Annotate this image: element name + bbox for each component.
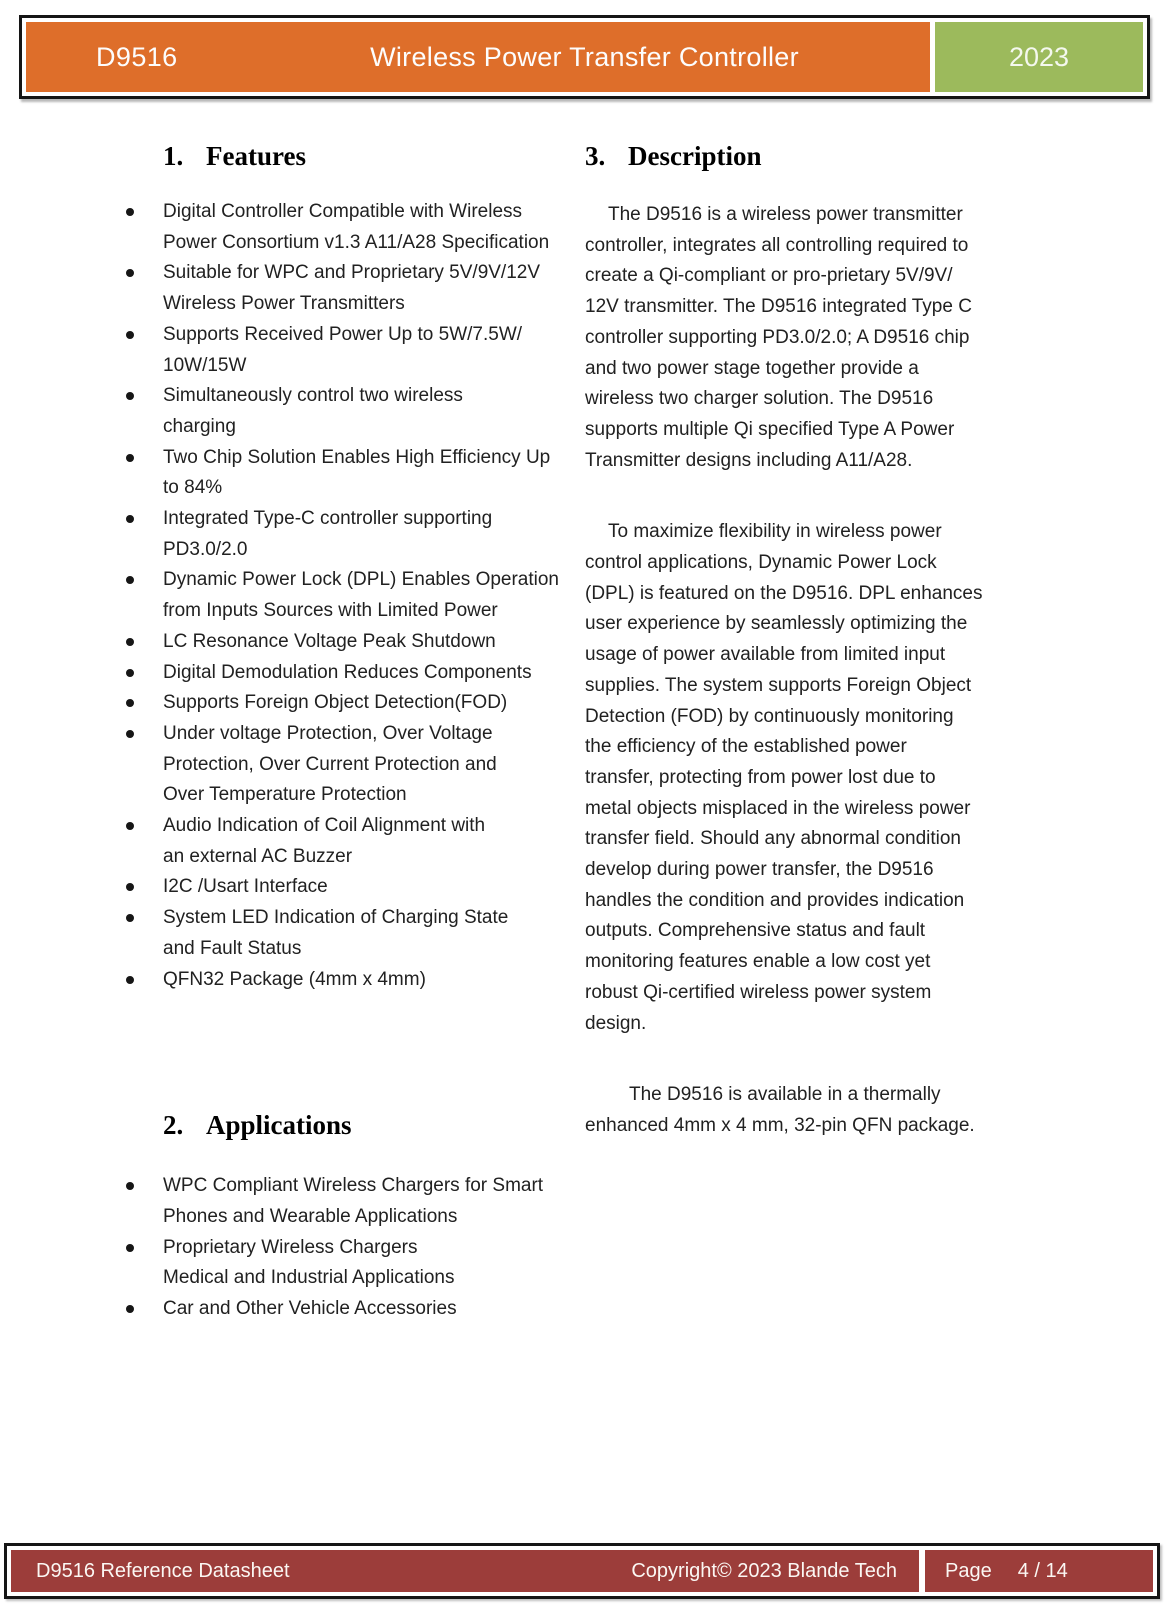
text-line: an external AC Buzzer bbox=[163, 845, 353, 867]
list-item bbox=[125, 197, 580, 258]
text-line: supplies. The system supports Foreign Object bbox=[585, 674, 972, 696]
bullet-icon bbox=[125, 565, 163, 626]
text-line: Transmitter designs including A11/A28. bbox=[585, 449, 913, 471]
bullet-icon bbox=[125, 811, 163, 872]
text-line: Wireless Power Transmitters bbox=[163, 293, 405, 315]
text-line: from Inputs Sources with Limited Power bbox=[163, 600, 498, 622]
features-heading-number: 1. bbox=[163, 141, 184, 171]
applications-list bbox=[125, 1171, 580, 1325]
paragraph bbox=[585, 1080, 1015, 1141]
text-line: outputs. Comprehensive status and fault bbox=[585, 920, 926, 942]
text-line: Protection, Over Current Protection and bbox=[163, 753, 497, 775]
footer-banner bbox=[4, 1543, 1160, 1599]
text-line: Medical and Industrial Applications bbox=[163, 1267, 455, 1289]
text-line: develop during power transfer, the D9516 bbox=[585, 859, 934, 881]
text-line: WPC Compliant Wireless Chargers for Smart bbox=[163, 1175, 544, 1197]
text-line: and two power stage together provide a bbox=[585, 357, 919, 379]
list-item bbox=[125, 504, 580, 565]
list-item bbox=[125, 258, 580, 319]
footer-page-label: Page bbox=[945, 1559, 992, 1582]
text-line: System LED Indication of Charging State bbox=[163, 907, 509, 929]
bullet-icon bbox=[125, 381, 163, 442]
bullet-icon bbox=[125, 504, 163, 565]
list-item bbox=[125, 811, 580, 872]
text-line: The D9516 is a wireless power transmitter bbox=[608, 204, 963, 225]
text-line: Proprietary Wireless Chargers bbox=[163, 1236, 418, 1258]
footer-page-value: 4 / 14 bbox=[1017, 1559, 1068, 1582]
list-item bbox=[125, 872, 580, 903]
bullet-icon bbox=[125, 1233, 163, 1294]
text-line: to 84% bbox=[163, 477, 223, 499]
paragraph bbox=[585, 200, 1015, 476]
description-heading-number: 3. bbox=[585, 141, 606, 171]
text-line: usage of power available from limited input bbox=[585, 644, 946, 666]
text-line: To maximize flexibility in wireless power bbox=[608, 521, 942, 543]
description-heading bbox=[585, 138, 1015, 174]
header-year-box bbox=[935, 22, 1143, 92]
header-banner bbox=[19, 15, 1150, 99]
bullet-icon bbox=[125, 872, 163, 903]
bullet-icon bbox=[125, 965, 163, 996]
header-orange-bar bbox=[26, 22, 930, 92]
text-line: Suitable for WPC and Proprietary 5V/9V/12V bbox=[163, 262, 541, 284]
text-line: robust Qi-certified wireless power system bbox=[585, 981, 932, 1003]
footer-copyright: Copyright© 2023 Blande Tech bbox=[631, 1559, 897, 1582]
list-item bbox=[125, 381, 580, 442]
bullet-icon bbox=[125, 658, 163, 689]
list-item bbox=[125, 565, 580, 626]
text-line: handles the condition and provides indication bbox=[585, 889, 965, 911]
text-line: controller, integrates all controlling required to bbox=[585, 234, 969, 256]
text-line: QFN32 Package (4mm x 4mm) bbox=[163, 968, 426, 990]
list-item bbox=[125, 1294, 580, 1325]
text-line: 10W/15W bbox=[163, 354, 247, 376]
text-line: wireless two charger solution. The D9516 bbox=[585, 388, 934, 410]
bullet-icon bbox=[125, 719, 163, 811]
text-line: Digital Controller Compatible with Wireless bbox=[163, 201, 523, 222]
text-line: Digital Demodulation Reduces Components bbox=[163, 661, 532, 683]
text-line: Phones and Wearable Applications bbox=[163, 1205, 458, 1227]
applications-heading-number: 2. bbox=[163, 1110, 184, 1141]
bullet-icon bbox=[125, 627, 163, 658]
list-item bbox=[125, 1233, 580, 1294]
bullet-icon bbox=[125, 903, 163, 964]
text-line: controller supporting PD3.0/2.0; A D9516 chip bbox=[585, 326, 970, 348]
text-line: supports multiple Qi specified Type A Power bbox=[585, 418, 955, 440]
text-line: Integrated Type-C controller supporting bbox=[163, 508, 493, 530]
list-item bbox=[125, 443, 580, 504]
text-line: Audio Indication of Coil Alignment with bbox=[163, 815, 486, 837]
text-line: create a Qi-compliant or pro-prietary 5V/9V/ bbox=[585, 265, 953, 287]
description-paragraphs bbox=[585, 200, 1015, 1142]
list-item bbox=[125, 903, 580, 964]
applications-heading bbox=[125, 1107, 580, 1143]
text-line: Dynamic Power Lock (DPL) Enables Operation bbox=[163, 569, 560, 591]
text-line: Under voltage Protection, Over Voltage bbox=[163, 722, 493, 744]
bullet-icon bbox=[125, 688, 163, 719]
bullet-icon bbox=[125, 443, 163, 504]
features-heading-title: Features bbox=[206, 141, 306, 171]
footer-document-title: D9516 Reference Datasheet bbox=[36, 1559, 290, 1582]
text-line: Simultaneously control two wireless bbox=[163, 385, 463, 407]
features-heading bbox=[125, 138, 580, 174]
text-line: PD3.0/2.0 bbox=[163, 538, 248, 560]
text-line: Car and Other Vehicle Accessories bbox=[163, 1298, 457, 1320]
text-line: 12V transmitter. The D9516 integrated Type C bbox=[585, 296, 972, 318]
bullet-icon bbox=[125, 1171, 163, 1232]
list-item bbox=[125, 627, 580, 658]
text-line: (DPL) is featured on the D9516. DPL enhances bbox=[585, 582, 983, 604]
bullet-icon bbox=[125, 258, 163, 319]
text-line: control applications, Dynamic Power Lock bbox=[585, 552, 937, 574]
text-line: design. bbox=[585, 1012, 647, 1034]
document-title: Wireless Power Transfer Controller bbox=[370, 41, 799, 72]
list-item bbox=[125, 965, 580, 996]
text-line: I2C /Usart Interface bbox=[163, 876, 328, 898]
header-year: 2023 bbox=[1008, 41, 1070, 72]
features-list bbox=[125, 197, 580, 995]
list-item bbox=[125, 688, 580, 719]
text-line: metal objects misplaced in the wireless power bbox=[585, 797, 971, 819]
bullet-icon bbox=[125, 1294, 163, 1325]
left-column bbox=[125, 138, 580, 1325]
list-item bbox=[125, 658, 580, 689]
text-line: Over Temperature Protection bbox=[163, 784, 407, 806]
text-line: The D9516 is available in a thermally bbox=[629, 1084, 941, 1106]
applications-heading-title: Applications bbox=[206, 1110, 352, 1141]
text-line: the efficiency of the established power bbox=[585, 736, 907, 758]
right-column bbox=[585, 138, 1015, 1142]
text-line: charging bbox=[163, 415, 236, 437]
text-line: transfer field. Should any abnormal condition bbox=[585, 828, 962, 850]
paragraph bbox=[585, 517, 1015, 1039]
text-line: user experience by seamlessly optimizing the bbox=[585, 613, 968, 635]
text-line: and Fault Status bbox=[163, 937, 302, 959]
bullet-icon bbox=[125, 320, 163, 381]
list-item bbox=[125, 320, 580, 381]
list-item bbox=[125, 1171, 580, 1232]
text-line: enhanced 4mm x 4 mm, 32-pin QFN package. bbox=[585, 1114, 975, 1136]
text-line: transfer, protecting from power lost due to bbox=[585, 766, 936, 788]
description-heading-title: Description bbox=[628, 141, 762, 171]
footer-main-bar bbox=[11, 1550, 919, 1592]
text-line: Power Consortium v1.3 A11/A28 Specification bbox=[163, 231, 550, 253]
text-line: Detection (FOD) by continuously monitoring bbox=[585, 705, 954, 727]
text-line: Supports Received Power Up to 5W/7.5W/ bbox=[163, 323, 523, 345]
list-item bbox=[125, 719, 580, 811]
bullet-icon bbox=[125, 197, 163, 258]
text-line: Two Chip Solution Enables High Efficiency Up bbox=[163, 446, 551, 468]
text-line: Supports Foreign Object Detection(FOD) bbox=[163, 692, 508, 714]
footer-page-box bbox=[925, 1550, 1153, 1592]
text-line: monitoring features enable a low cost yet bbox=[585, 951, 931, 973]
part-number: D9516 bbox=[96, 41, 178, 72]
text-line: LC Resonance Voltage Peak Shutdown bbox=[163, 630, 496, 652]
